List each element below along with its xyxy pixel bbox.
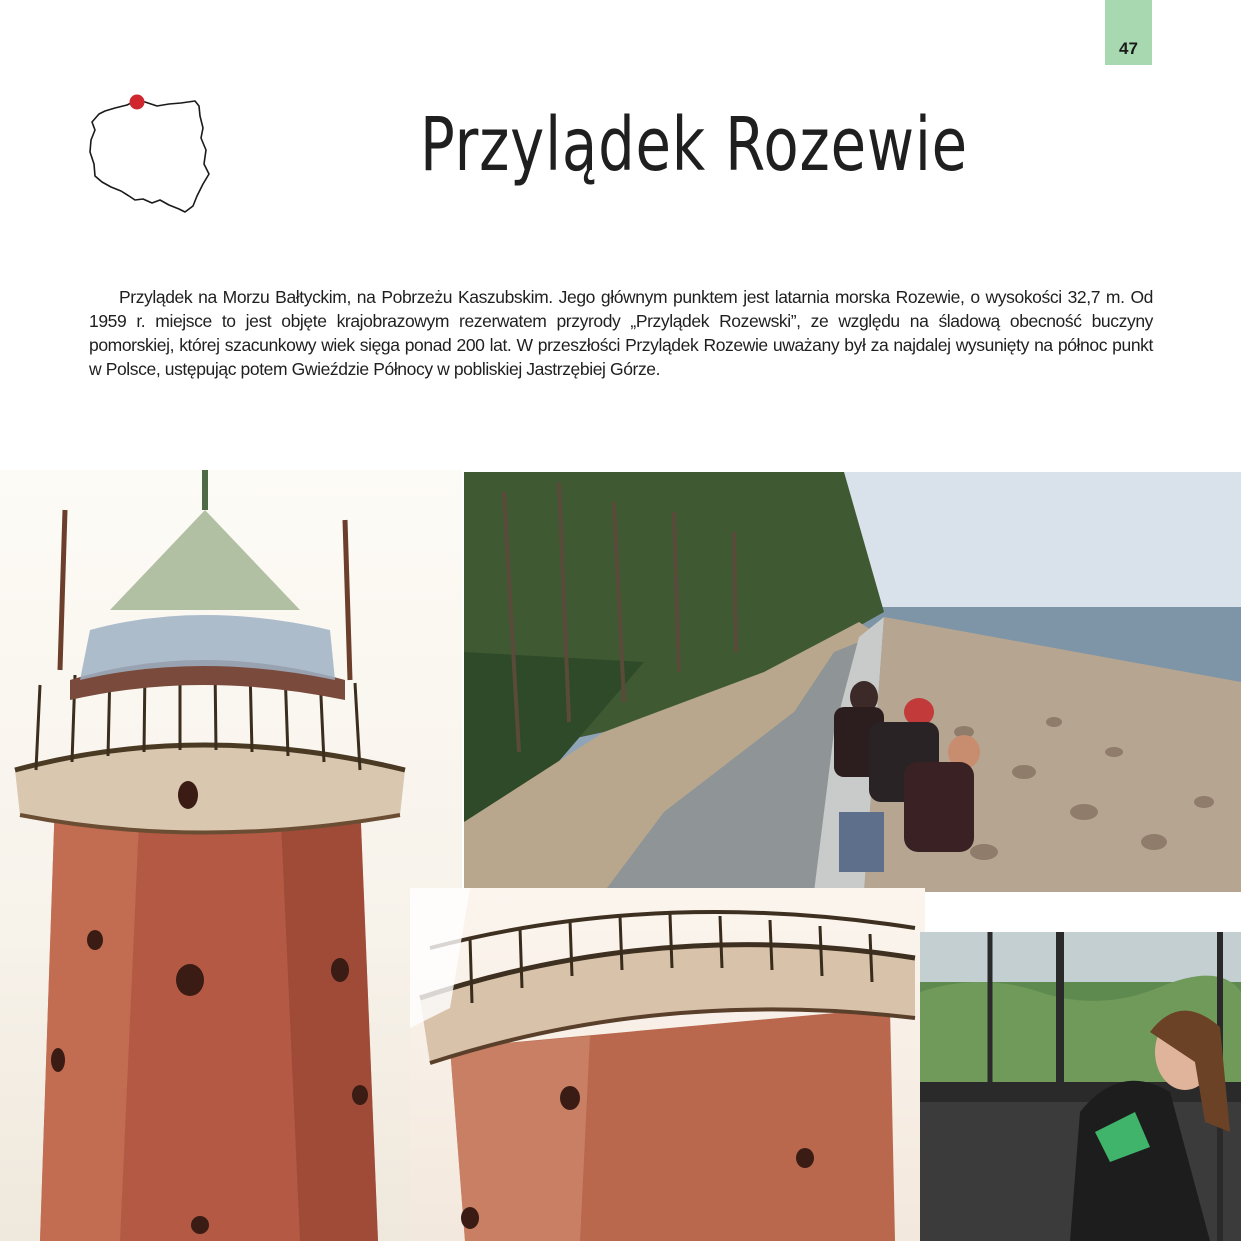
poland-map-icon xyxy=(85,92,215,217)
lighthouse-gallery-watercolor-sketch xyxy=(410,888,925,1241)
page-number: 47 xyxy=(1119,39,1138,58)
coastal-promenade-photo xyxy=(464,472,1241,892)
intro-paragraph: Przylądek na Morzu Bałtyckim, na Pobrzeżu Kaszubskim. Jego głównym punktem jest latarnia morska Rozewie, o wysokości 32,7 m. Od 1959 r. miejsce to jest objęte krajobrazowym rezerwatem przyrody „Przylądek Rozewski”, ze względu na śladową obecność buczyny pomorskiej, której szacunkowy wiek sięga ponad 200 lat. W przeszłości Przylądek Rozewie uważany był za najdalej wysunięty na północ punkt w Polsce, ustępując potem Gwieździe Północy w pobliskiej Jastrzębiej Górze. xyxy=(89,287,1153,379)
page-title: Przylądek Rozewie xyxy=(420,102,968,188)
location-marker xyxy=(130,95,145,110)
lighthouse-watercolor-sketch xyxy=(0,470,462,1241)
girl-on-lighthouse-photo xyxy=(920,932,1241,1241)
page-number-tab xyxy=(1105,0,1152,65)
poland-outline xyxy=(90,100,209,212)
